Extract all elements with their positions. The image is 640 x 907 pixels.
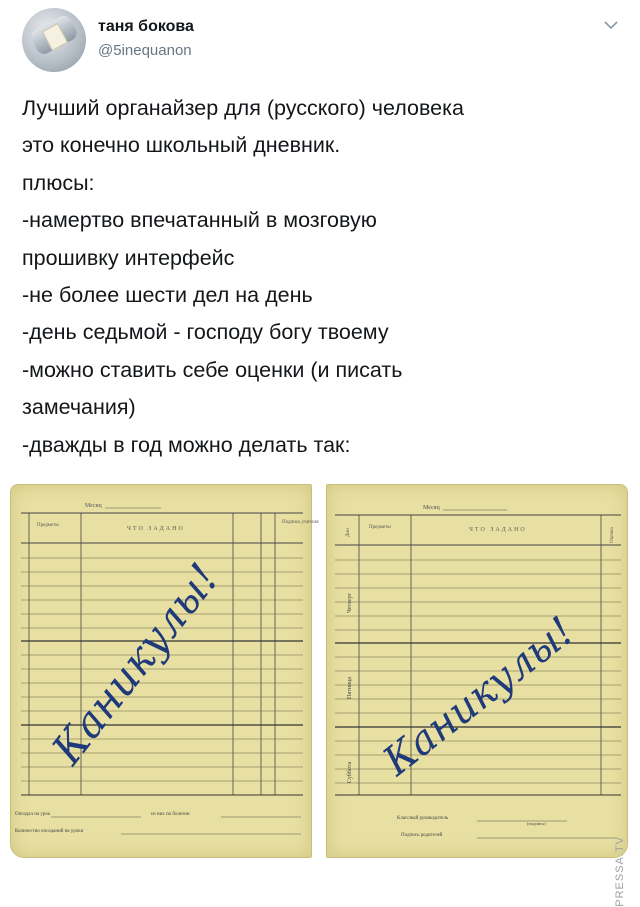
tweet-line: -день седьмой - господу богу твоему <box>22 320 389 345</box>
tweet-line: прошивку интерфейс <box>22 245 235 270</box>
tweet-line: Лучший органайзер для (русского) человека <box>22 96 464 120</box>
footer-class-teacher: Классный руководитель <box>397 816 449 821</box>
day-thursday: Четверг <box>347 592 353 613</box>
author-name[interactable]: таня бокова <box>98 18 194 35</box>
diary-left-page <box>10 484 319 858</box>
month-label: Месяц <box>85 503 102 509</box>
chevron-down-icon[interactable] <box>602 16 620 34</box>
diary-right-page <box>326 484 628 858</box>
day-saturday: Суббота <box>347 761 353 783</box>
diary-photo[interactable] <box>10 484 626 907</box>
tweet-header <box>22 8 622 78</box>
footer-illness: из них по болезни <box>151 812 190 817</box>
diary-left-grid <box>11 485 319 857</box>
tweet-text <box>22 90 622 464</box>
col-grade-right: Оценка <box>610 527 615 543</box>
tweet-line: плюсы: <box>22 170 95 195</box>
col-assignment: ЧТО ЗАДАНО <box>127 526 185 532</box>
footer-late: Опоздал на урок <box>15 812 51 817</box>
col-subjects: Предметы <box>37 523 59 528</box>
tweet-line: -можно ставить себе оценки (и писать <box>22 357 403 382</box>
tweet-line: замечания) <box>22 395 136 420</box>
col-assignment-right: ЧТО ЗАДАНО <box>469 527 527 533</box>
tweet-line: -дважды в год можно делать так: <box>22 432 351 457</box>
tweet-line: -не более шести дел на день <box>22 283 313 308</box>
handwriting-vacation-right: Каникулы! <box>374 608 583 785</box>
col-subjects-right: Предметы <box>369 525 391 530</box>
col-day: Дни <box>346 528 351 537</box>
author-handle[interactable]: @5inequanon <box>98 42 192 59</box>
diary-right-grid <box>327 485 627 857</box>
tweet-line: -намертво впечатанный в мозговую <box>22 208 377 233</box>
avatar[interactable] <box>22 8 86 72</box>
tweet-line: это конечно школьный дневник. <box>22 133 341 158</box>
col-signature: Подпись учителя <box>282 520 319 525</box>
handwriting-vacation-left: Каникулы! <box>42 554 229 774</box>
footer-late-count: Количество опозданий на уроки <box>15 829 84 834</box>
watermark: PRESSA.TV <box>614 836 626 907</box>
month-label-right: Месяц <box>423 505 440 511</box>
footer-parent-signature: Подпись родителей <box>401 833 443 838</box>
footer-signature-hint: (подпись) <box>527 821 546 826</box>
day-friday: Пятница <box>347 676 353 699</box>
